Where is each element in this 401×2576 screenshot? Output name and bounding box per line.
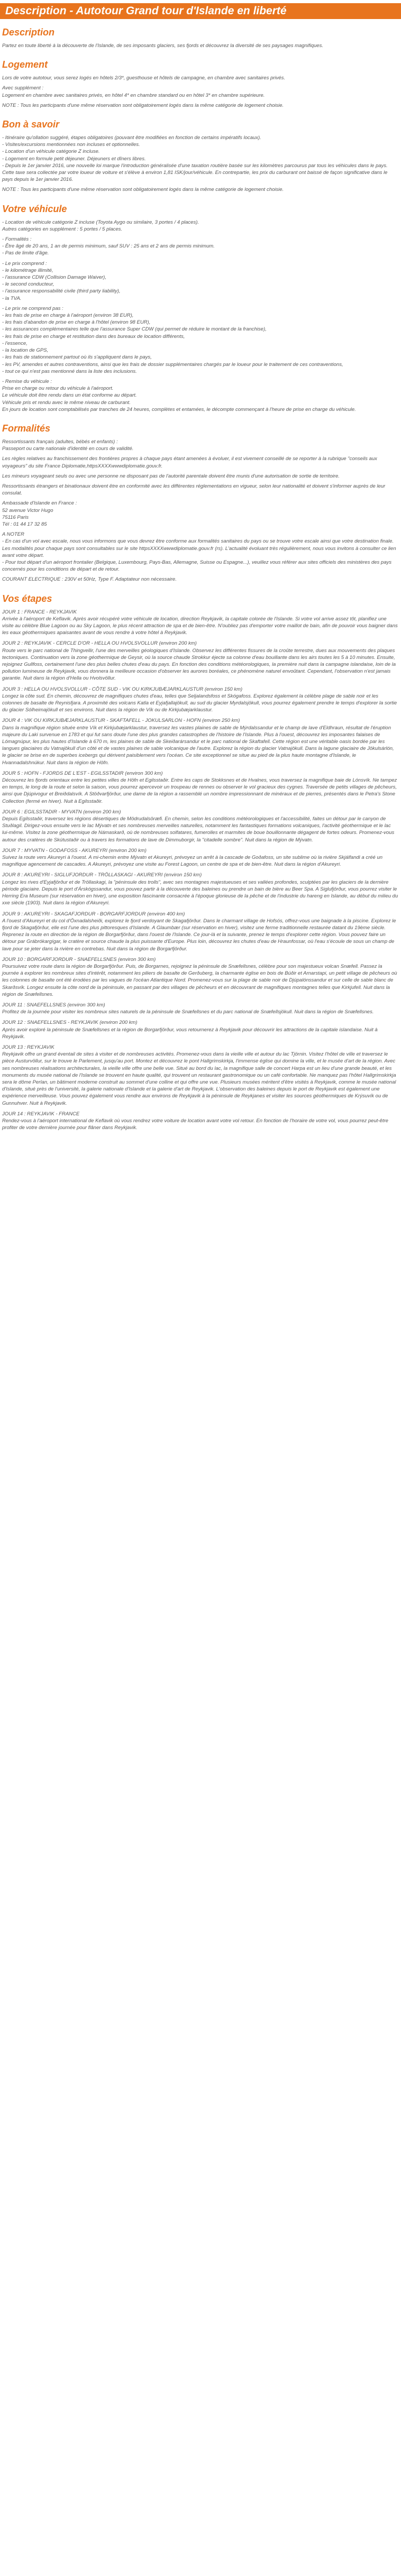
paragraph: A NOTER - En cas d'un vol avec escale, nous vous informons que vous devrez être conforme aux formalités sanitaires du pays ou se trouve votre escale ainsi que votre destination finale. Les modalités pour chaque pays sont consultables sur le site httpsXXXXwwwdiplomatie.gouv.fr (rs). L'actualité évoluant très régulièrement, nous vous invitons à consulter ce lien avant votre départ. - Pour tout départ d'un aéroport frontalier (Belgique, Luxembourg, Pays-Bas, Allemagne, Suisse ou Espagne...), veuillez vous référer aux sites officiels des ministères des pays concernés pour les conditions de départ et de retour. bbox=[2, 531, 396, 573]
stage-text: A l'ouest d'Akureyri et du col d'Öxnadalsheiði, explorez le fjord verdoyant de Skagafjörður. Dans le charmant village de Hofsós, offrez-vous une baignade à la piscine. Explorez le fjord de Skagafjörður, elle est l'une des plus pittoresques d'Islande. A Glaumbær (sur réservation en hiver), visitez une ferme traditionnelle restaurée datant du 19ème siècle. Reprenez la route en direction de la région de Borgarfjörður, dans l'ouest de l'Islande. Ce jour-là et la suivante, prenez le temps d'explorer cette région. Vous pouvez faire un détour par Grábrókargígar, le cratère et source chaude la plus puissante d'Europe. Plus loin, découvrez les chutes d'eau de Hraunfossar, où l'eau s'écoule de sous un champ de lave pour se jeter dans la rivière en contrebas. Nuit dans la région de Borgarfjörður. bbox=[2, 918, 396, 952]
stage-text: Longez la côte sud. En chemin, découvrez de magnifiques chutes d'eau, telles que Seljalandsfoss et Skógafoss. Explorez également la célèbre plage de sable noir et les colonnes de basalte de Reynisfjara. A proximité des volcans Katla et Eyjafjallajökull, au sud du glacier Myrdalsjökull, vous pourrez également prendre le temps d'explorer la sortie du glacier Sólheimajökull et ses environs. Nuit dans la région de Vík ou de Kirkjubæjarklaustur. bbox=[2, 693, 397, 713]
stage-text: Profitez de la journée pour visiter les nombreux sites naturels de la péninsule de Snæfellsnes et du parc national de Snæfellsjökull. Nuit dans la région de Snæfellsnes. bbox=[2, 1009, 374, 1015]
stage-item bbox=[2, 770, 399, 805]
section-title-description: Description bbox=[2, 27, 55, 38]
paragraph: NOTE : Tous les participants d'une même réservation sont obligatoirement logés dans la même catégorie de logement choisie. bbox=[2, 102, 284, 108]
paragraph: - Le prix ne comprend pas : - les frais de prise en charge à l'aéroport (environ 38 EUR), - les frais d'abandon de prise en charge à l'hôtel (environ 98 EUR), - les assurances complémentaires telle que l'assurance Super CDW (qui permet de réduire le montant de la franchise), - les frais de prise en charge et restitution dans des bureaux de location différents, - l'essence, - la location de GPS, - les frais de stationnement partout où ils s'appliquent dans le pays, - les PV, amendes et autres contraventions, ainsi que les frais de dossier supplémentaires chargés par le loueur pour le traitement de ces contraventions, - tout ce qui n'est pas mentionné dans la liste des inclusions. bbox=[2, 305, 343, 374]
section-formalites bbox=[2, 423, 399, 583]
stage-item bbox=[2, 686, 399, 714]
stage-item bbox=[2, 1044, 399, 1107]
paragraph: Ressortissants français (adultes, bébés et enfants) : Passeport ou carte nationale d'identité en cours de validité. bbox=[2, 438, 134, 452]
description-text: Partez en toute liberté à la découverte de l'Islande, de ses imposants glaciers, ses fjords et découvrez la diversité de ses paysages magnifiques. bbox=[2, 43, 323, 49]
paragraph: Les mineurs voyageant seuls ou avec une personne ne disposant pas de l'autorité parentale doivent être munis d'une autorisation de sortie de territoire. bbox=[2, 473, 340, 479]
section-vehicule bbox=[2, 203, 399, 413]
stage-title: JOUR 6 : EGILSSTADIR - MYVATN (environ 200 km) bbox=[2, 809, 121, 815]
section-logement bbox=[2, 59, 399, 109]
paragraph: Lors de votre autotour, vous serez logés en hôtels 2/3*, guesthouse et hôtels de campagne, en chambre avec sanitaires privés. bbox=[2, 75, 285, 81]
stage-item bbox=[2, 847, 399, 868]
stage-text: Dans la magnifique région située entre Vík et Kirkjubæjarklaustur, traversez les vastes plaines de sable de Mýrdalssandur et le champ de lave d'Eldhraun, résultat de l'éruption majeure du Laki survenue en 1783 et qui fut sans doute l'une des plus grandes catastrophes de l'histoire de l'Islande. Plus à l'ouest, découvrez les imposantes falaises de Lómagnúpur, les plus hautes d'Islande à 670 m, les plaines de sable de Skeiðarársandur et le parc national de Skaftafell. Cette région est une véritable oasis bordée par les langues glaciaires du Vatnajökull d'un côté et de vastes plaines de sable volcanique de l'autre. Explorez la région du glacier Vatnajökull. Dans la lagune glaciaire de Jökulsárlón, le glacier se brise en de superbes icebergs qui dérivent paisiblement vers l'océan. Ce site exceptionnel se situe au pied de la plus haute montagne d'Islande, le Hvannadalshnúkur. Nuit dans la région de Höfn. bbox=[2, 725, 394, 766]
stage-title: JOUR 7 : MYVATN - GODAFOSS - AKUREYRI (environ 200 km) bbox=[2, 847, 147, 854]
section-title-logement: Logement bbox=[2, 59, 48, 70]
paragraph: - Remise du véhicule : Prise en charge ou retour du véhicule à l'aéroport. Le véhicule doit être rendu dans un état conforme au départ. Véhicule pris et rendu avec le même niveau de carburant. En jours de location sont comptabilisés par tranches de 24 heures, complètes et entamées, le décompte commençant à l'heure de prise en charge du véhicule. bbox=[2, 378, 356, 412]
stage-item bbox=[2, 1002, 399, 1015]
paragraph: COURANT ELECTRIQUE : 230V et 50Hz, Type F. Adaptateur non nécessaire. bbox=[2, 576, 177, 583]
stage-title: JOUR 5 : HOFN - FJORDS DE L'EST - EGILSSTADIR (environ 300 km) bbox=[2, 770, 163, 776]
paragraph: Ambassade d'Islande en France : 52 avenue Victor Hugo 75116 Paris Tél : 01 44 17 32 85 bbox=[2, 500, 77, 527]
stage-text: Depuis Egilsstaðir, traversez les régions désertiques de Mödrudalsöræfi. En chemin, selon les conditions météorologiques et l'accessibilité, faites un détour par le canyon de Stuðlagil. Dirigez-vous ensuite vers le lac Mývatn et ses nombreuses merveilles naturelles, notamment les fantastiques formations volcaniques, l'activité géothermique et le lac lui-même. Visitez la zone géothermique de Námaskarð, où de nombreuses solfatares, fumerolles et marmites de boue bouillonnante dégagent de fortes odeurs. Promenez-vous autour des cratères de Skútustaðir ou à travers les formations de lave de Dimmuborgir, la "citadelle sombre". Nuit dans la région de Mývatn. bbox=[2, 816, 395, 843]
stage-item bbox=[2, 809, 399, 844]
stage-title: JOUR 2 : REYKJAVIK - CERCLE D'OR - HELLA OU HVOLSVOLLUR (environ 200 km) bbox=[2, 640, 197, 647]
stage-text: Découvrez les fjords orientaux entre les petites villes de Höfn et Egilsstaðir. Entre les caps de Stokksnes et de Hvalnes, vous traversez la magnifique baie de Lónsvík. Ne tampez en temps, le long de la route et selon la saison, vous pourrez apercevoir un troupeau de rennes ou observer le vol gracieux des cygnes. Traversée de petits villages de pêcheurs, ainsi que Djúpivogur et Breiðdalsvík. A Stöðvarfjörður, une dame de la région a rassemblé un nombre impressionnant de minéraux et de pierres, présentés dans le Petra's Stone Collection (fermé en hiver). Nuit à Egilsstaðir. bbox=[2, 777, 397, 804]
stage-item bbox=[2, 1019, 399, 1040]
stage-text: Route vers le parc national de Thingvellir, l'une des merveilles géologiques d'Islande. Observez les différentes fissures de la croûte terrestre, dues aux mouvements des plaques tectoniques. Continuation vers la zone géothermique de Geysir, où la source chaude Strokkur éjecte sa colonne d'eau bouillante dans les airs toutes les 5 à 10 minutes. Ensuite, rejoignez Gullfoss, certainement l'une des plus belles chutes d'eau du pays. En fonction des conditions météorologiques, la première nuit dans la campagne islandaise, loin de la pollution lumineuse de Reykjavik, vous donnera la meilleure occasion d'observer les aurores boréales, ce phénomène naturel envoûtant. Cependant, l'observation n'est jamais garantie. Nuit dans la région d'Hella ou Hvolsvöllur. bbox=[2, 647, 396, 682]
stage-text: Arrivée à l'aéroport de Keflavik. Après avoir récupéré votre véhicule de location, direction Reykjavik, la capitale colorée de l'Islande. Si votre vol arrive assez tôt, planifiez une visite au célèbre Blue Lagoon ou au Sky Lagoon, le plus récent attraction de spa et de bien-être. N'oubliez pas d'emporter votre maillot de bain, afin de pouvoir vous baigner dans les eaux géothermiques apaisantes avant de vous rendre à votre hôtel à Reykjavik. bbox=[2, 616, 398, 636]
content bbox=[0, 26, 401, 1131]
paragraph: - Le prix comprend : - le kilométrage illimité, - l'assurance CDW (Collision Damage Waiver), - le second conducteur, - l'assurance responsabilité civile (third party liability), - la TVA. bbox=[2, 260, 121, 301]
page-title-banner: Description - Autotour Grand tour d'Islande en liberté bbox=[0, 3, 401, 19]
stage-text: Longez les rives d'Eyjafjörður et de Tröllaskagi, la "péninsule des trolls", avec ses montagnes majestueuses et ses vallées profondes, sculptées par les glaciers de la dernière période glaciaire. Depuis le port d'Árskógssandur, vous pouvez partir à la découverte des baleines ou prendre un bain de bière au Beer Spa. A Siglufjörður, vous pourrez visiter le Herring Era Museum (sur réservation en hiver), une exposition fascinante consacrée à l'époque glorieuse de la pêche et de l'industrie du hareng en Islande, au début du milieu du xxe siècle (1903). Nuit dans la région d'Akureyri. bbox=[2, 879, 398, 906]
paragraph: Avec supplément : Logement en chambre avec sanitaires privés, en hôtel 4* en chambre standard ou en hôtel 3* en chambre supérieure. bbox=[2, 85, 265, 98]
paragraph: Ressortissants étrangers et binationaux doivent être en conformité avec les différentes réglementations en vigueur, selon leur nationalité et doivent s'informer auprès de leur consulat. bbox=[2, 483, 386, 497]
section-title-bon-a-savoir: Bon à savoir bbox=[2, 119, 60, 130]
page bbox=[0, 0, 401, 1145]
stage-title: JOUR 11 : SNAEFELLSNES (environ 300 km) bbox=[2, 1002, 105, 1008]
stage-title: JOUR 12 : SNAEFELLSNES - REYKJAVIK (environ 200 km) bbox=[2, 1020, 138, 1026]
stage-title: JOUR 10 : BORGARFJORDUR - SNAEFELLSNES (environ 300 km) bbox=[2, 956, 156, 962]
paragraph: - Itinéraire qu'ollation suggéré, étapes obligatoires (pouvant être modifiées en fonction de certains impératifs locaux). - Visites/excursions mentionnées non incluses et optionnelles. - Location d'un véhicule catégorie Z incluse. - Logement en formule petit déjeuner. Déjeuners et dîners libres. - Depuis le 1er janvier 2016, une nouvelle loi marque l'introduction généralisée d'une taxation routière basée sur les kilomètres parcourus par tous les véhicules dans le pays. Cette taxe sera collectée par votre loueur de voiture et s'élève à environ 1,81 ISK/jour/véhicule. En contrepartie, les prix du carburant ont baissé de façon significative dans le pays depuis le 1er janvier 2016. bbox=[2, 135, 388, 183]
stage-item bbox=[2, 717, 399, 766]
section-description bbox=[2, 26, 399, 49]
stage-item bbox=[2, 872, 399, 906]
stage-text: Reykjavik offre un grand éventail de sites à visiter et de nombreuses activités. Promenez-vous dans la vieille ville et autour du lac Tjörnin. Visitez l'hôtel de ville et traversez le pièce Austurvöllur, sur le trouve le Parlement, jusqu'au port. Montez et découvrez le pont Hallgrimskirkja, l'immense église qui domine la ville, et le musée d'art de la région. Avec ses nombreuses réalisations architecturales, la vieille ville offre une belle vue. Situé au bord du lac, la magnifique salle de concert Harpa est un lieu d'une grande beauté, et les monuments du musée national de l'Islande se trouvent en haute qualité, qui trouvent un restaurant gastronomique ou un café confortable. Ne manquez pas l'hôtel Hallgrimskirkja sera le dôme Perlan, un bâtiment moderne construit au sommet d'une colline et qui offre une vue. Plusieurs musées méritent d'être visités à Reykjavik, comme le musée national d'Islande, situé près de l'université, la galerie nationale d'Islande et la galerie d'art de Reykjavik. L'observation des baleines depuis le port de Reykjavik est également une expérience merveilleuse. Vous pouvez également vous rendre aux environs de Reykjavik à la péninsule de Reykjanes et visiter les sources géothermiques de Krýsuvík ou de Gunnuhver. Nuit à Reykjavik. bbox=[2, 1051, 396, 1106]
section-title-vehicule: Votre véhicule bbox=[2, 203, 67, 214]
stage-title: JOUR 1 : FRANCE - REYKJAVIK bbox=[2, 609, 77, 615]
stage-item bbox=[2, 609, 399, 637]
stage-title: JOUR 9 : AKUREYRI - SKAGAFJORDUR - BORGARFJORDUR (environ 400 km) bbox=[2, 911, 185, 917]
paragraph: NOTE : Tous les participants d'une même réservation sont obligatoirement logés dans la même catégorie de logement choisie. bbox=[2, 187, 284, 193]
stage-text: Suivez la route vers Akureyri à l'ouest. A mi-chemin entre Mývatn et Akureyri, prévoyez un arrêt à la cascade de Goðafoss, un site sublime où la rivière Skjálfandi a créé un magnifique agencement de cascades. A Akureyri, prévoyez une visite au Forest Lagoon, un centre de spa et de bien-être. Nuit dans la région d'Akureyri. bbox=[2, 855, 383, 868]
stage-title: JOUR 8 : AKUREYRI - SIGLUFJORDUR - TRÖLLASKAGI - AKUREYRI (environ 150 km) bbox=[2, 872, 202, 878]
section-title-etapes: Vos étapes bbox=[2, 593, 52, 604]
stage-item bbox=[2, 640, 399, 682]
stage-title: JOUR 4 : VIK OU KIRKJUBÆJARKLAUSTUR - SKAFTAFELL - JOKULSARLON - HOFN (environ 250 km) bbox=[2, 718, 240, 724]
stage-title: JOUR 14 : REYKJAVIK - FRANCE bbox=[2, 1111, 80, 1117]
stage-text: Poursuivez votre route dans la région de Borgarfjörður. Puis, de Borgarnes, rejoignez la péninsule de Snæfellsnes, célèbre pour son majestueux volcan Snæfell. Passez la journée à explorer les nombreux sites d'intérêt, notamment les piliers de basalte de Gerðuberg, la charmante église en bois de Búðir et Arnarstapi, un petit village de pêcheurs où les colonnes de basalte ont été érodées par les vagues de l'océan Atlantique Nord. Promenez-vous sur la plage de sable noir de Djúpalónssandur et sur celle de sable blanc de Skarðsvík. Longez ensuite la côte nord de la péninsule, en passant par des villages de pêcheurs et en découvrant de magnifiques montagnes telles que Kirkjufell. Nuit dans la région de Snæfellsnes. bbox=[2, 963, 397, 997]
paragraph: - Formalités : - Être âgé de 20 ans, 1 an de permis minimum, sauf SUV : 25 ans et 2 ans de permis minimum. - Pas de limite d'âge. bbox=[2, 236, 215, 256]
section-title-formalites: Formalités bbox=[2, 423, 51, 434]
stage-item bbox=[2, 956, 399, 998]
stage-title: JOUR 13 : REYKJAVIK bbox=[2, 1044, 54, 1050]
stage-text: Rendez-vous à l'aéroport international de Keflavik où vous rendrez votre voiture de location avant votre vol retour. En fonction de l'horaire de votre vol, vous pourrez peut-être profiter de votre dernière journée pour flâner dans Reykjavik. bbox=[2, 1117, 388, 1131]
section-bon-a-savoir bbox=[2, 118, 399, 194]
stage-title: JOUR 3 : HELLA OU HVOLSVOLLUR - CÔTE SUD - VIK OU KIRKJUBÆJARKLAUSTUR (environ 150 km) bbox=[2, 686, 243, 692]
section-etapes bbox=[2, 593, 399, 1132]
paragraph: - Location de véhicule catégorie Z incluse (Toyota Aygo ou similaire, 3 portes / 4 places). Autres catégories en supplément : 5 portes / 5 places. bbox=[2, 219, 199, 232]
stage-list bbox=[2, 609, 399, 1132]
stage-item bbox=[2, 911, 399, 952]
stage-text: Après avoir exploré la péninsule de Snæfellsnes et la région de Borgarfjörður, vous retournerez à Reykjavik pour découvrir les attractions de la capitale islandaise. Nuit à Reykjavik. bbox=[2, 1026, 378, 1040]
paragraph: Les règles relatives au franchissement des frontières propres à chaque pays étant amenées à évoluer, il est vivement conseillé de se reporter à la rubrique "conseils aux voyageurs" du site France Diplomatie,httpsXXXXwwwdiplomatie.gouv.fr. bbox=[2, 456, 377, 469]
stage-item bbox=[2, 1111, 399, 1132]
